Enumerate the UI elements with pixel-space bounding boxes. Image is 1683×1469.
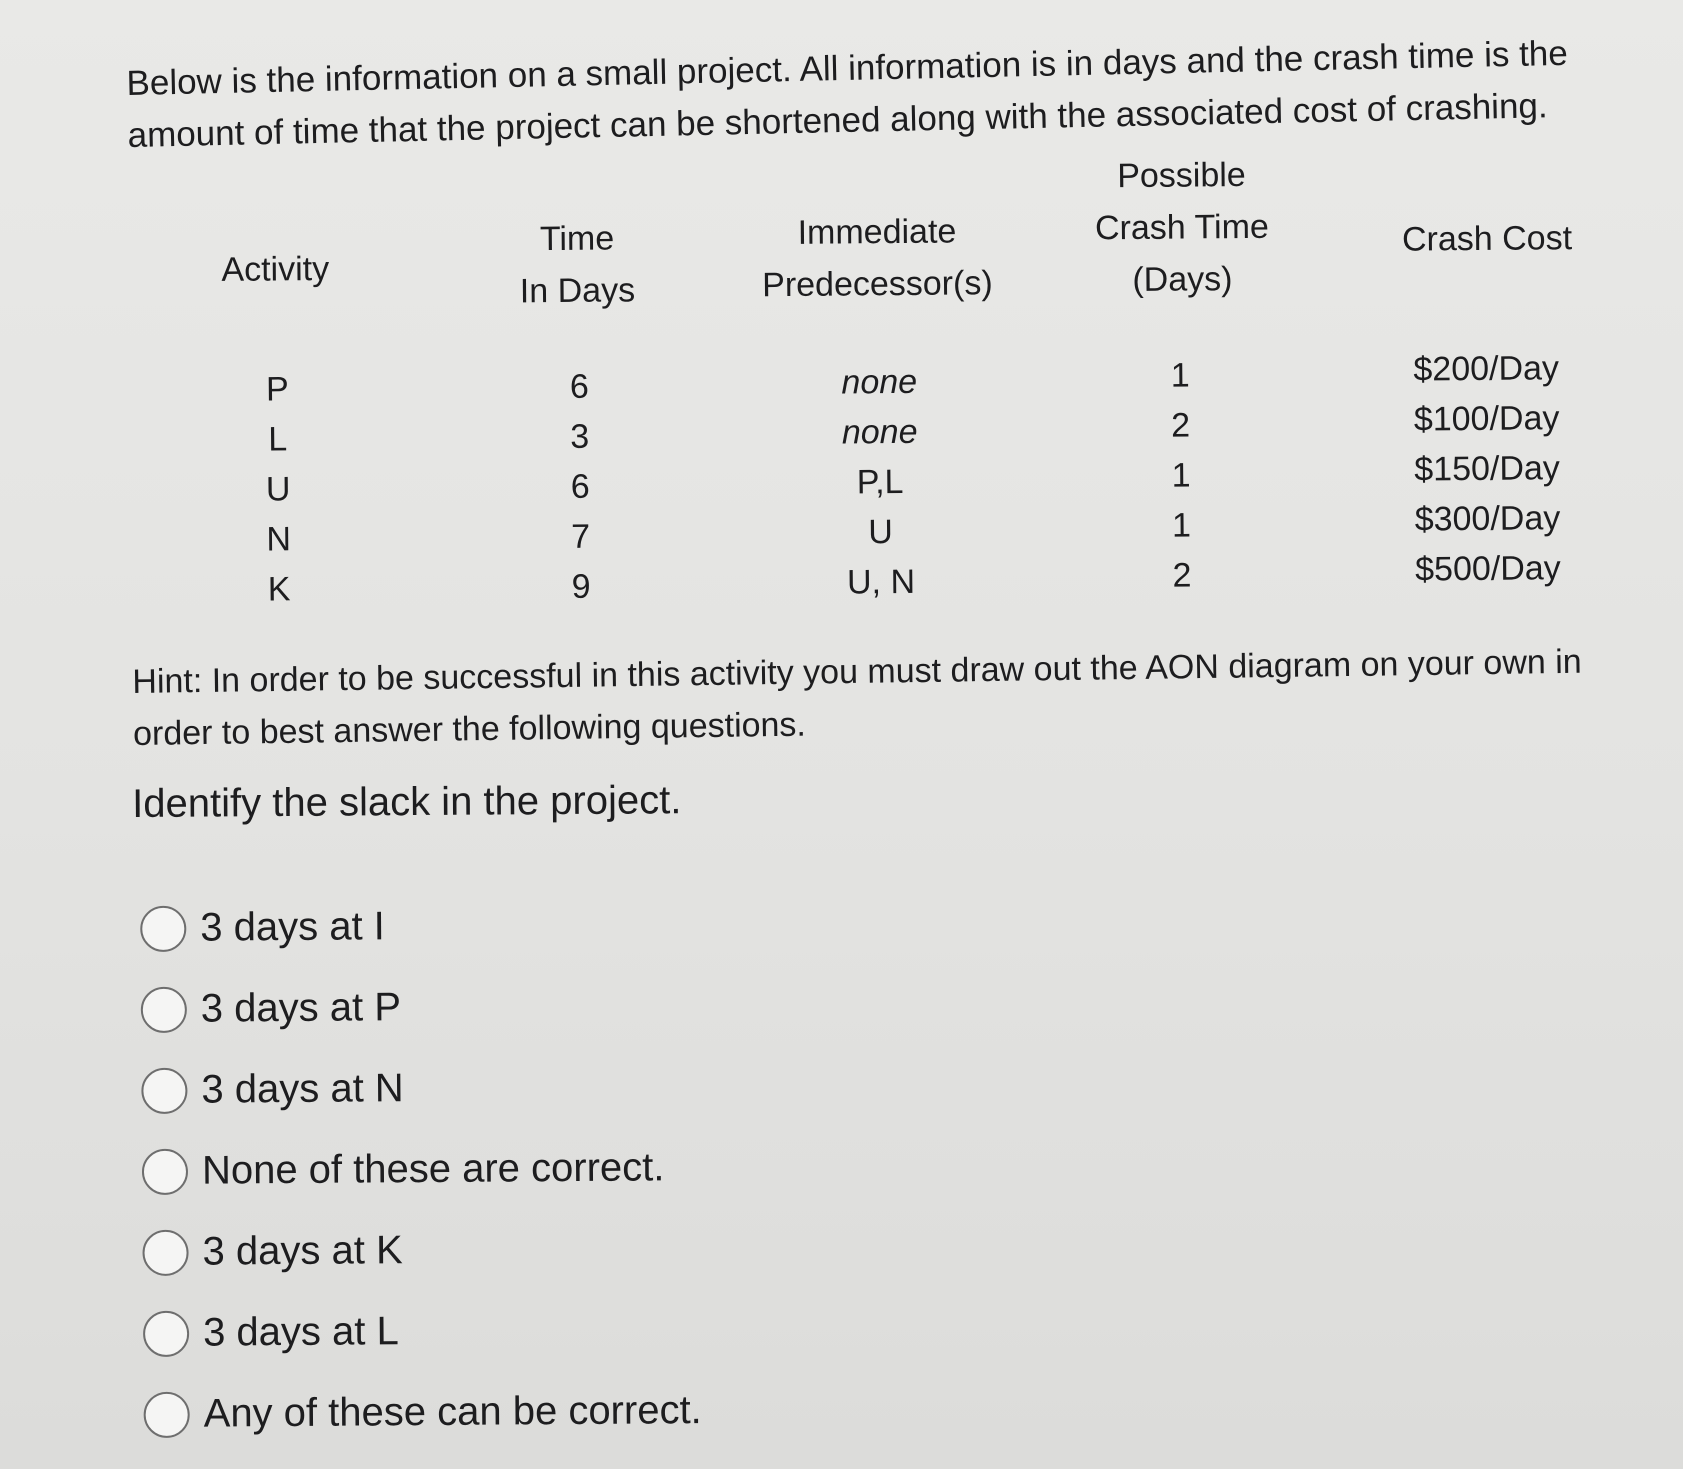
radio-button[interactable] (141, 986, 187, 1032)
cell-crash-cost: $100/Day (1413, 399, 1560, 439)
cell-crash-time: 1 (1171, 456, 1191, 495)
cell-crash-time: 2 (1172, 556, 1192, 595)
cell-activity: K (267, 570, 291, 609)
answer-option[interactable] (142, 1125, 1043, 1212)
cell-predecessor: none (841, 362, 918, 402)
cell-crash-cost: $300/Day (1414, 499, 1561, 539)
cell-activity: N (266, 520, 292, 559)
hint-line-2: order to best answer the following questions. (132, 705, 807, 753)
answer-option-label[interactable]: None of these are correct. (201, 1145, 665, 1193)
cell-crash-time: 2 (1171, 406, 1191, 445)
project-table (0, 0, 1683, 648)
cell-predecessor: P,L (856, 462, 904, 502)
radio-button[interactable] (142, 1229, 188, 1275)
answer-option-label[interactable]: 3 days at L (202, 1309, 399, 1355)
cell-predecessor: U (868, 513, 894, 552)
radio-button[interactable] (144, 1391, 190, 1437)
cell-crash-cost: $500/Day (1414, 549, 1561, 589)
cell-time: 6 (569, 367, 589, 406)
answer-option-label[interactable]: 3 days at K (202, 1228, 403, 1274)
cell-crash-time: 1 (1171, 506, 1192, 545)
answer-option[interactable] (140, 882, 1041, 969)
header-crash-time-line-3: (Days) (1132, 260, 1233, 299)
header-crash-cost: Crash Cost (1401, 219, 1573, 259)
answer-options (140, 882, 1044, 1455)
answer-option-label[interactable]: 3 days at I (200, 904, 385, 950)
cell-activity: U (265, 470, 291, 509)
cell-activity: L (268, 420, 288, 459)
answer-option[interactable] (141, 963, 1042, 1050)
cell-time: 7 (570, 517, 591, 556)
answer-option[interactable] (143, 1287, 1044, 1374)
intro-line-1: Below is the information on a small project. All information is in days and the crash time is the (126, 33, 1569, 103)
cell-time: 3 (570, 417, 590, 456)
answer-option[interactable] (142, 1206, 1043, 1293)
cell-time: 9 (571, 567, 591, 606)
hint-text (132, 635, 1663, 760)
cell-predecessor: U, N (846, 562, 916, 602)
cell-time: 6 (570, 467, 590, 506)
answer-option[interactable] (143, 1368, 1044, 1455)
cell-crash-time: 1 (1170, 356, 1190, 395)
answer-option-label[interactable]: 3 days at N (201, 1066, 404, 1112)
radio-button[interactable] (140, 905, 186, 951)
cell-crash-cost: $200/Day (1413, 349, 1560, 389)
answer-option[interactable] (141, 1044, 1042, 1131)
radio-button[interactable] (142, 1148, 188, 1194)
header-activity: Activity (221, 249, 330, 289)
radio-button[interactable] (143, 1310, 189, 1356)
answer-option-label[interactable]: 3 days at P (200, 985, 402, 1031)
question-prompt: Identify the slack in the project. (132, 778, 682, 826)
header-predecessor-line-2: Predecessor(s) (762, 264, 993, 305)
header-crash-time-line-2: Crash Time (1094, 207, 1270, 248)
cell-crash-cost: $150/Day (1414, 449, 1560, 489)
header-predecessor-line-1: Immediate (797, 212, 957, 252)
radio-button[interactable] (141, 1067, 187, 1113)
cell-predecessor: none (841, 412, 918, 452)
intro-line-2: amount of time that the project can be shortened along with the associated cost of crashing. (127, 86, 1549, 155)
hint-line-1: Hint: In order to be successful in this activity you must draw out the AON diagram on your own in (132, 642, 1582, 701)
header-time-line-1: Time (539, 219, 615, 259)
header-crash-time-line-1: Possible (1117, 155, 1246, 196)
cell-activity: P (265, 370, 289, 409)
answer-option-label[interactable]: Any of these can be correct. (203, 1388, 702, 1436)
header-time-line-2: In Days (519, 271, 636, 311)
